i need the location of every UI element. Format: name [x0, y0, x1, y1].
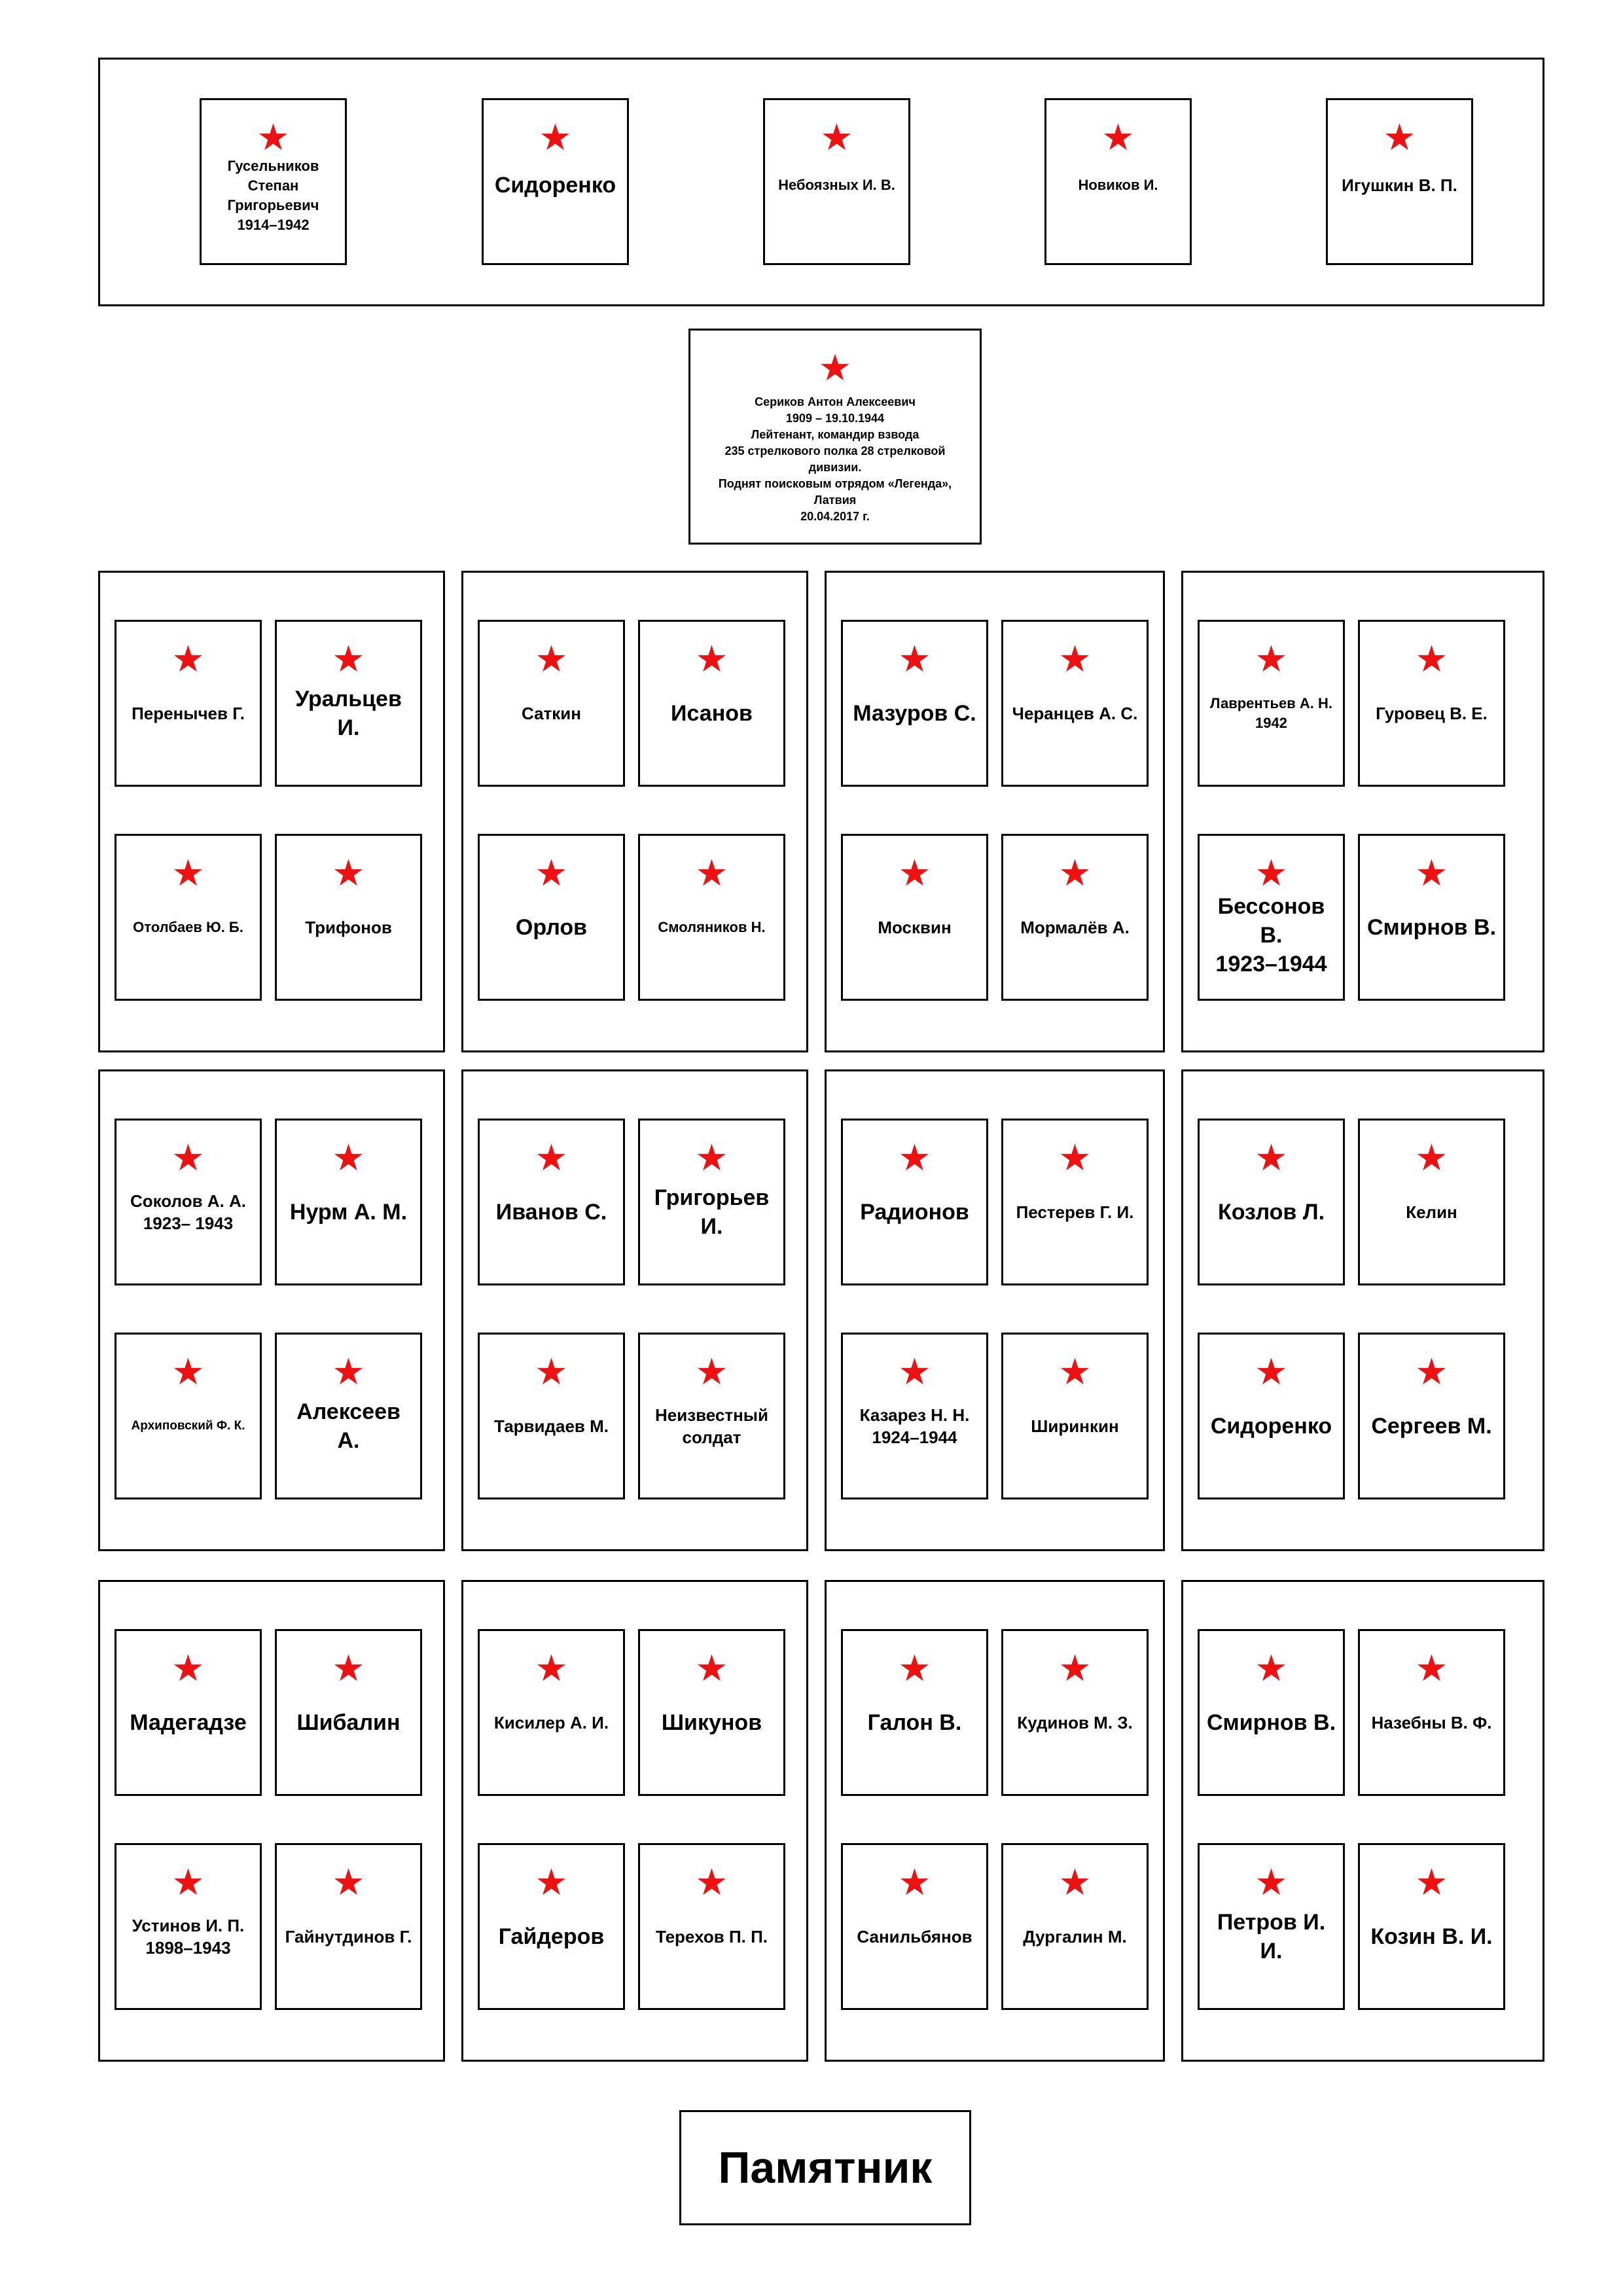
- red-star-icon: ★: [818, 347, 852, 389]
- red-star-icon: ★: [898, 1351, 931, 1393]
- plate-text: Шибалин: [296, 1710, 401, 1735]
- grave-plate: [478, 620, 625, 787]
- red-star-icon: ★: [1255, 1861, 1288, 1904]
- grave-plate: [841, 1119, 988, 1285]
- red-star-icon: ★: [539, 117, 572, 159]
- plate-text: Дургалин М.: [1023, 1926, 1127, 1946]
- grave-plate: [275, 1333, 422, 1499]
- grave-plate: [638, 1843, 785, 2010]
- grave-plate: [638, 1629, 785, 1796]
- plate-text: Архиповский Ф. К.: [131, 1418, 245, 1433]
- plate-text: Устинов И. П. 1898–1943: [132, 1915, 245, 1958]
- grave-plate: [1198, 1333, 1345, 1499]
- red-star-icon: ★: [171, 638, 205, 681]
- red-star-icon: ★: [171, 1861, 205, 1904]
- red-star-icon: ★: [171, 1351, 205, 1393]
- red-star-icon: ★: [1255, 1647, 1288, 1690]
- grave-plate: [1358, 1843, 1505, 2010]
- plate-text: Трифонов: [305, 917, 392, 937]
- red-star-icon: ★: [695, 852, 728, 895]
- red-star-icon: ★: [695, 1351, 728, 1393]
- plate-text: Сергеев М.: [1371, 1413, 1492, 1439]
- grave-plate: [115, 1843, 262, 2010]
- plate-text: Неизвестный солдат: [655, 1405, 768, 1447]
- plate-text: Гайнутдинов Г.: [285, 1926, 412, 1946]
- red-star-icon: ★: [898, 1137, 931, 1179]
- red-star-icon: ★: [535, 1137, 568, 1179]
- plate-text: Петров И. И.: [1217, 1909, 1326, 1964]
- red-star-icon: ★: [1415, 638, 1448, 681]
- plate-text: Ширинкин: [1031, 1416, 1119, 1436]
- red-star-icon: ★: [1255, 1137, 1288, 1179]
- red-star-icon: ★: [1255, 638, 1288, 681]
- plate-text: Уральцев И.: [295, 686, 402, 740]
- grave-plate: [115, 1629, 262, 1796]
- red-star-icon: ★: [535, 1647, 568, 1690]
- red-star-icon: ★: [332, 852, 365, 895]
- plate-text: Мормалёв А.: [1020, 917, 1130, 937]
- grave-plate: [275, 1119, 422, 1285]
- grave-plate: [1198, 834, 1345, 1001]
- red-star-icon: ★: [695, 1647, 728, 1690]
- grave-plate: [275, 1629, 422, 1796]
- red-star-icon: ★: [1255, 852, 1288, 895]
- red-star-icon: ★: [1058, 852, 1092, 895]
- plate-text: Иванов С.: [495, 1199, 607, 1225]
- plate-text: Пестерев Г. И.: [1016, 1202, 1134, 1222]
- plate-text: Перенычев Г.: [132, 703, 245, 723]
- top-grave-plate: [763, 98, 910, 265]
- plate-text: Лаврентьев А. Н. 1942: [1210, 694, 1332, 731]
- plate-text: Тарвидаев М.: [493, 1416, 609, 1436]
- grave-plate: [478, 1629, 625, 1796]
- grave-plate: [638, 1119, 785, 1285]
- red-star-icon: ★: [1415, 1647, 1448, 1690]
- grave-plate: [1001, 1333, 1149, 1499]
- red-star-icon: ★: [1101, 117, 1135, 159]
- red-star-icon: ★: [535, 638, 568, 681]
- plate-text: Келин: [1406, 1202, 1457, 1222]
- red-star-icon: ★: [1058, 638, 1092, 681]
- grave-plate: [841, 620, 988, 787]
- plate-text: Гайдеров: [498, 1924, 605, 1949]
- plate-text: Черанцев А. С.: [1012, 703, 1138, 723]
- plate-text: Сидоренко: [494, 172, 616, 198]
- plate-text: Небоязных И. В.: [778, 176, 895, 193]
- grave-plate: [841, 1333, 988, 1499]
- plate-text: Новиков И.: [1078, 176, 1158, 193]
- red-star-icon: ★: [171, 1647, 205, 1690]
- top-grave-plate: [200, 98, 347, 265]
- red-star-icon: ★: [1058, 1137, 1092, 1179]
- grave-plate: [275, 1843, 422, 2010]
- grave-plate: [638, 834, 785, 1001]
- grave-plate: [115, 834, 262, 1001]
- grave-plate: [478, 1119, 625, 1285]
- plate-text: Санильбянов: [857, 1926, 972, 1946]
- grave-plate: [1198, 1119, 1345, 1285]
- red-star-icon: ★: [898, 852, 931, 895]
- grave-plate: [1001, 1629, 1149, 1796]
- plate-text: Гуровец В. Е.: [1376, 703, 1488, 723]
- red-star-icon: ★: [332, 638, 365, 681]
- grave-plate: [1358, 834, 1505, 1001]
- plate-text: Сериков Антон Алексеевич 1909 – 19.10.1944 Лейтенант, командир взвода 235 стрелкового полка 28 стрелковой дивизии. Поднят поисковым отрядом «Легенда», Латвия 20.04.2017 г.: [718, 395, 952, 523]
- grave-plate: [1198, 1843, 1345, 2010]
- plate-text: Казарез Н. Н. 1924–1944: [859, 1405, 970, 1447]
- plate-text: Козин В. И.: [1370, 1924, 1493, 1949]
- red-star-icon: ★: [535, 852, 568, 895]
- plate-text: Терехов П. П.: [656, 1926, 768, 1946]
- grave-plate: [1001, 620, 1149, 787]
- red-star-icon: ★: [257, 117, 290, 159]
- red-star-icon: ★: [1058, 1647, 1092, 1690]
- red-star-icon: ★: [1415, 852, 1448, 895]
- grave-plate: [115, 1119, 262, 1285]
- grave-plate: [1198, 1629, 1345, 1796]
- plate-text: Бессонов В. 1923–1944: [1215, 894, 1327, 977]
- red-star-icon: ★: [898, 638, 931, 681]
- red-star-icon: ★: [1255, 1351, 1288, 1393]
- red-star-icon: ★: [695, 1137, 728, 1179]
- red-star-icon: ★: [171, 1137, 205, 1179]
- grave-plate: [841, 1629, 988, 1796]
- plate-text: Кудинов М. З.: [1017, 1712, 1133, 1732]
- plate-text: Смирнов В.: [1366, 914, 1497, 940]
- grave-plate: [478, 834, 625, 1001]
- top-grave-plate: [482, 98, 629, 265]
- plate-text: Смирнов В.: [1206, 1710, 1336, 1735]
- monument-label: Памятник: [679, 2110, 971, 2225]
- grave-plate: [115, 620, 262, 787]
- red-star-icon: ★: [171, 852, 205, 895]
- plate-text: Гусельников Степан Григорьевич 1914–1942: [227, 158, 319, 233]
- plate-text: Орлов: [515, 914, 588, 940]
- red-star-icon: ★: [535, 1861, 568, 1904]
- red-star-icon: ★: [1058, 1351, 1092, 1393]
- red-star-icon: ★: [332, 1351, 365, 1393]
- grave-plate: [478, 1843, 625, 2010]
- red-star-icon: ★: [695, 638, 728, 681]
- red-star-icon: ★: [1415, 1137, 1448, 1179]
- grave-plate: [841, 1843, 988, 2010]
- plate-text: Мадегадзе: [130, 1710, 247, 1735]
- plate-text: Смоляников Н.: [658, 918, 766, 935]
- top-grave-plate: [1044, 98, 1192, 265]
- plate-text: Исанов: [671, 700, 753, 726]
- red-star-icon: ★: [1415, 1861, 1448, 1904]
- top-grave-plate: [1326, 98, 1473, 265]
- grave-plate: [1198, 620, 1345, 787]
- grave-plate: [1001, 1843, 1149, 2010]
- grave-plate: [1358, 1119, 1505, 1285]
- grave-plate: [1358, 1333, 1505, 1499]
- red-star-icon: ★: [820, 117, 853, 159]
- red-star-icon: ★: [695, 1861, 728, 1904]
- plate-text: Соколов А. А. 1923– 1943: [130, 1191, 247, 1233]
- main-grave-plate: [688, 329, 982, 545]
- plate-text: Григорьев И.: [654, 1185, 770, 1239]
- plate-text: Радионов: [860, 1199, 969, 1225]
- plate-text: Назебны В. Ф.: [1371, 1712, 1492, 1732]
- plate-text: Мазуров С.: [853, 700, 976, 726]
- grave-plate: [478, 1333, 625, 1499]
- red-star-icon: ★: [898, 1861, 931, 1904]
- red-star-icon: ★: [332, 1137, 365, 1179]
- plate-text: Алексеев А.: [296, 1399, 401, 1453]
- plate-text: Игушкин В. П.: [1342, 175, 1457, 195]
- plate-text: Отолбаев Ю. Б.: [133, 918, 243, 935]
- grave-plate: [841, 834, 988, 1001]
- plate-text: Саткин: [522, 703, 581, 723]
- red-star-icon: ★: [1383, 117, 1416, 159]
- red-star-icon: ★: [1058, 1861, 1092, 1904]
- plate-text: Шикунов: [661, 1710, 762, 1735]
- grave-plate: [1001, 834, 1149, 1001]
- plate-text: Галон В.: [867, 1710, 962, 1735]
- red-star-icon: ★: [332, 1861, 365, 1904]
- plate-text: Кисилер А. И.: [493, 1712, 609, 1732]
- red-star-icon: ★: [898, 1647, 931, 1690]
- red-star-icon: ★: [1415, 1351, 1448, 1393]
- plate-text: Нурм А. М.: [289, 1199, 408, 1225]
- grave-plate: [1001, 1119, 1149, 1285]
- plate-text: Козлов Л.: [1217, 1199, 1325, 1225]
- grave-plate: [1358, 620, 1505, 787]
- grave-plate: [275, 834, 422, 1001]
- red-star-icon: ★: [535, 1351, 568, 1393]
- grave-plate: [1358, 1629, 1505, 1796]
- red-star-icon: ★: [332, 1647, 365, 1690]
- grave-plate: [638, 620, 785, 787]
- plate-text: Сидоренко: [1210, 1413, 1332, 1439]
- grave-plate: [638, 1333, 785, 1499]
- grave-plate: [275, 620, 422, 787]
- grave-plate: [115, 1333, 262, 1499]
- plate-text: Москвин: [878, 917, 952, 937]
